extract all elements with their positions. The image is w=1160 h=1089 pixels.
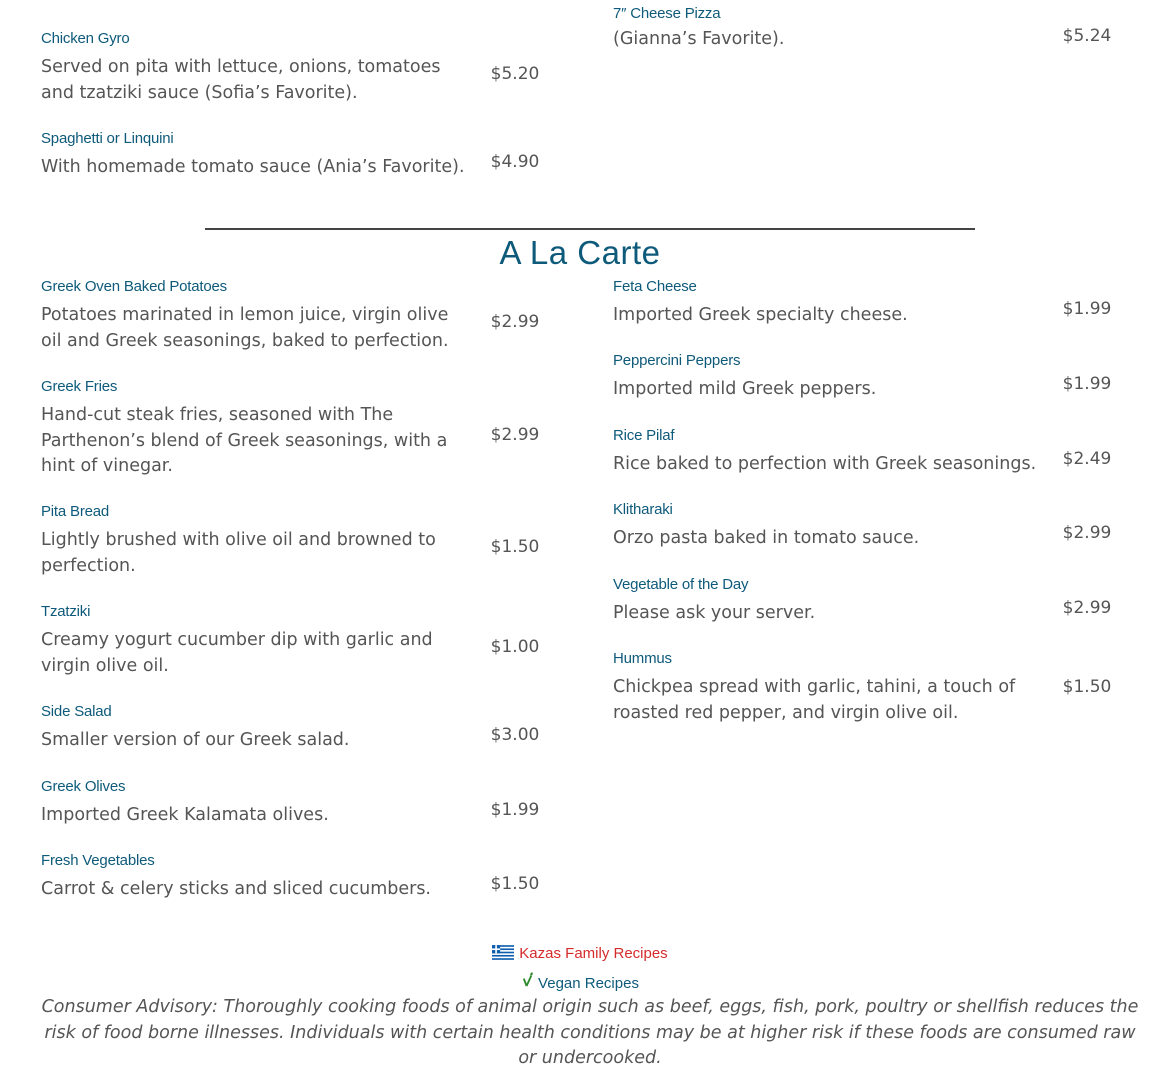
item-description: Potatoes marinated in lemon juice, virgin olive oil and Greek seasonings, baked to perfection. bbox=[41, 305, 449, 351]
item-description: Carrot & celery sticks and sliced cucumbers. bbox=[41, 879, 431, 899]
item-name: Vegetable of the Day bbox=[613, 576, 749, 593]
leaf-icon bbox=[521, 972, 534, 987]
consumer-advisory: Consumer Advisory: Thoroughly cooking foods of animal origin such as beef, eggs, fish, pork, poultry or shellfish reduces the risk of food borne illnesses. Individuals with certain health conditions may be at higher risk if these foods are consumed raw or undercooked. bbox=[41, 997, 1139, 1068]
item-name: Peppercini Peppers bbox=[613, 352, 741, 369]
item-name: Hummus bbox=[613, 650, 672, 667]
item-price: $1.99 bbox=[490, 800, 540, 820]
legend-vegan bbox=[0, 972, 1160, 992]
item-description: Imported Greek specialty cheese. bbox=[613, 305, 908, 325]
item-description: Hand-cut steak fries, seasoned with The Parthenon’s blend of Greek seasonings, with a hint of vinegar. bbox=[41, 405, 448, 476]
menu-item bbox=[41, 278, 581, 378]
menu-item bbox=[613, 5, 1153, 53]
menu-item bbox=[41, 378, 581, 503]
menu-item bbox=[613, 576, 1153, 650]
item-price: $1.50 bbox=[490, 537, 540, 557]
item-price: $4.90 bbox=[490, 152, 540, 172]
item-name: Rice Pilaf bbox=[613, 427, 675, 444]
legend-family bbox=[0, 945, 1160, 962]
item-description: Rice baked to perfection with Greek seasonings. bbox=[613, 454, 1037, 474]
item-name: Spaghetti or Linquini bbox=[41, 130, 174, 147]
menu-item bbox=[41, 30, 581, 130]
item-description: With homemade tomato sauce (Ania’s Favorite). bbox=[41, 157, 465, 177]
item-description: Creamy yogurt cucumber dip with garlic and virgin olive oil. bbox=[41, 630, 433, 676]
section-title: A La Carte bbox=[499, 234, 661, 271]
menu-item bbox=[613, 501, 1153, 576]
item-name: Klitharaki bbox=[613, 501, 673, 518]
section-divider bbox=[205, 228, 975, 230]
menu-item bbox=[41, 503, 581, 603]
item-name: 7″ Cheese Pizza bbox=[613, 5, 721, 22]
item-description: Chickpea spread with garlic, tahini, a touch of roasted red pepper, and virgin olive oil. bbox=[613, 677, 1016, 723]
a-la-carte-right-column bbox=[613, 278, 1153, 750]
item-description: Please ask your server. bbox=[613, 603, 816, 623]
item-name: Chicken Gyro bbox=[41, 30, 130, 47]
item-price: $2.99 bbox=[490, 425, 540, 445]
menu-item bbox=[41, 778, 581, 852]
item-price: $5.20 bbox=[490, 64, 540, 84]
item-name: Pita Bread bbox=[41, 503, 110, 520]
menu-item bbox=[613, 650, 1153, 750]
top-right-column bbox=[613, 5, 1153, 53]
item-name: Greek Oven Baked Potatoes bbox=[41, 278, 227, 295]
item-price: $2.49 bbox=[1062, 449, 1112, 469]
item-name: Tzatziki bbox=[41, 603, 91, 620]
item-price: $1.99 bbox=[1062, 374, 1112, 394]
menu-item bbox=[41, 603, 581, 703]
item-price: $2.99 bbox=[1062, 523, 1112, 543]
item-price: $1.50 bbox=[1062, 677, 1112, 697]
item-price: $2.99 bbox=[1062, 598, 1112, 618]
item-description: (Gianna’s Favorite). bbox=[613, 29, 785, 49]
menu-item bbox=[613, 352, 1153, 427]
item-price: $2.99 bbox=[490, 312, 540, 332]
item-name: Fresh Vegetables bbox=[41, 852, 155, 869]
greek-flag-icon bbox=[492, 945, 514, 960]
item-description: Imported Greek Kalamata olives. bbox=[41, 805, 329, 825]
menu-item bbox=[613, 278, 1153, 352]
a-la-carte-left-column bbox=[41, 278, 581, 912]
item-description: Smaller version of our Greek salad. bbox=[41, 730, 350, 750]
item-name: Greek Fries bbox=[41, 378, 118, 395]
item-description: Lightly brushed with olive oil and browned to perfection. bbox=[41, 530, 436, 576]
item-price: $1.99 bbox=[1062, 299, 1112, 319]
item-price: $1.00 bbox=[490, 637, 540, 657]
item-name: Side Salad bbox=[41, 703, 112, 720]
item-description: Orzo pasta baked in tomato sauce. bbox=[613, 528, 920, 548]
item-name: Feta Cheese bbox=[613, 278, 697, 295]
menu-item bbox=[41, 703, 581, 778]
item-price: $1.50 bbox=[490, 874, 540, 894]
legend-family-label: Kazas Family Recipes bbox=[519, 945, 668, 962]
legend-vegan-label: Vegan Recipes bbox=[538, 975, 639, 992]
item-name: Greek Olives bbox=[41, 778, 126, 795]
top-left-column bbox=[41, 30, 581, 181]
item-description: Served on pita with lettuce, onions, tomatoes and tzatziki sauce (Sofia’s Favorite). bbox=[41, 57, 441, 103]
item-price: $5.24 bbox=[1062, 26, 1112, 46]
menu-item bbox=[41, 130, 581, 181]
menu-item bbox=[41, 852, 581, 912]
item-description: Imported mild Greek peppers. bbox=[613, 379, 877, 399]
item-price: $3.00 bbox=[490, 725, 540, 745]
menu-item bbox=[613, 427, 1153, 501]
